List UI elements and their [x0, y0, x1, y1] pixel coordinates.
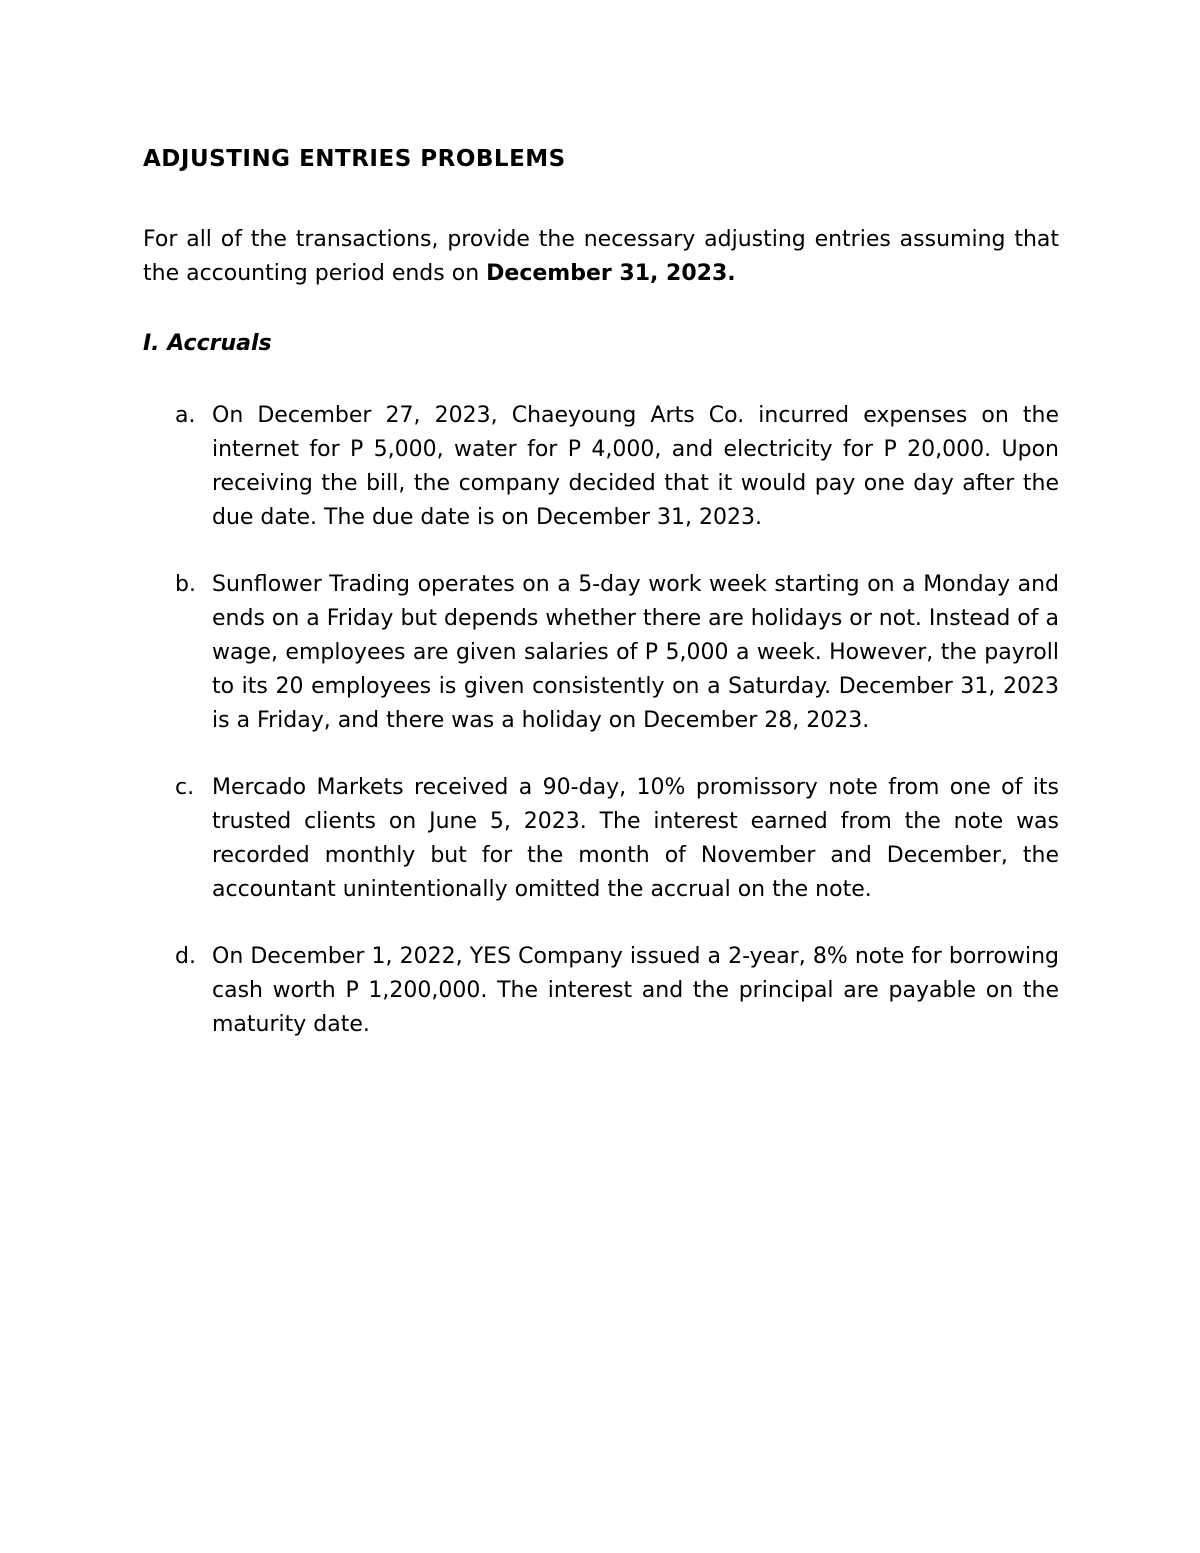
problem-item-d	[143, 940, 1059, 1042]
document-page	[143, 140, 1059, 1075]
problem-marker: a.	[175, 403, 196, 428]
problem-text: Mercado Markets received a 90-day, 10% promissory note from one of its trusted clients on June 5, 2023. The interest earned from the note was recorded monthly but for the month of November and December, the accountant unintentionally omitted the accrual on the note.	[212, 775, 1059, 902]
problem-marker: d.	[175, 944, 196, 969]
document-title: ADJUSTING ENTRIES PROBLEMS	[143, 146, 566, 172]
problem-text: On December 27, 2023, Chaeyoung Arts Co. incurred expenses on the internet for P 5,000, water for P 4,000, and electricity for P 20,000. Upon receiving the bill, the company decided that it would pay one day after the due date. The due date is on December 31, 2023.	[212, 403, 1059, 530]
problem-item-b	[143, 568, 1059, 738]
intro-date: December 31, 2023.	[486, 261, 736, 286]
section-heading-accruals: I. Accruals	[143, 331, 272, 356]
problem-item-a	[143, 399, 1059, 535]
problem-marker: c.	[175, 775, 195, 800]
intro-text: For all of the transactions, provide the necessary adjusting entries assuming that the accounting period ends on	[143, 227, 1059, 286]
problem-text: Sunflower Trading operates on a 5-day work week starting on a Monday and ends on a Friday but depends whether there are holidays or not. Instead of a wage, employees are given salaries of P 5,000 a week. However, the payroll to its 20 employees is given consistently on a Saturday. December 31, 2023 is a Friday, and there was a holiday on December 28, 2023.	[212, 572, 1059, 733]
problem-list	[143, 399, 1059, 1042]
problem-marker: b.	[175, 572, 196, 597]
problem-text: On December 1, 2022, YES Company issued a 2-year, 8% note for borrowing cash worth P 1,200,000. The interest and the principal are payable on the maturity date.	[212, 944, 1059, 1037]
intro-paragraph	[143, 223, 1059, 291]
problem-item-c	[143, 771, 1059, 907]
